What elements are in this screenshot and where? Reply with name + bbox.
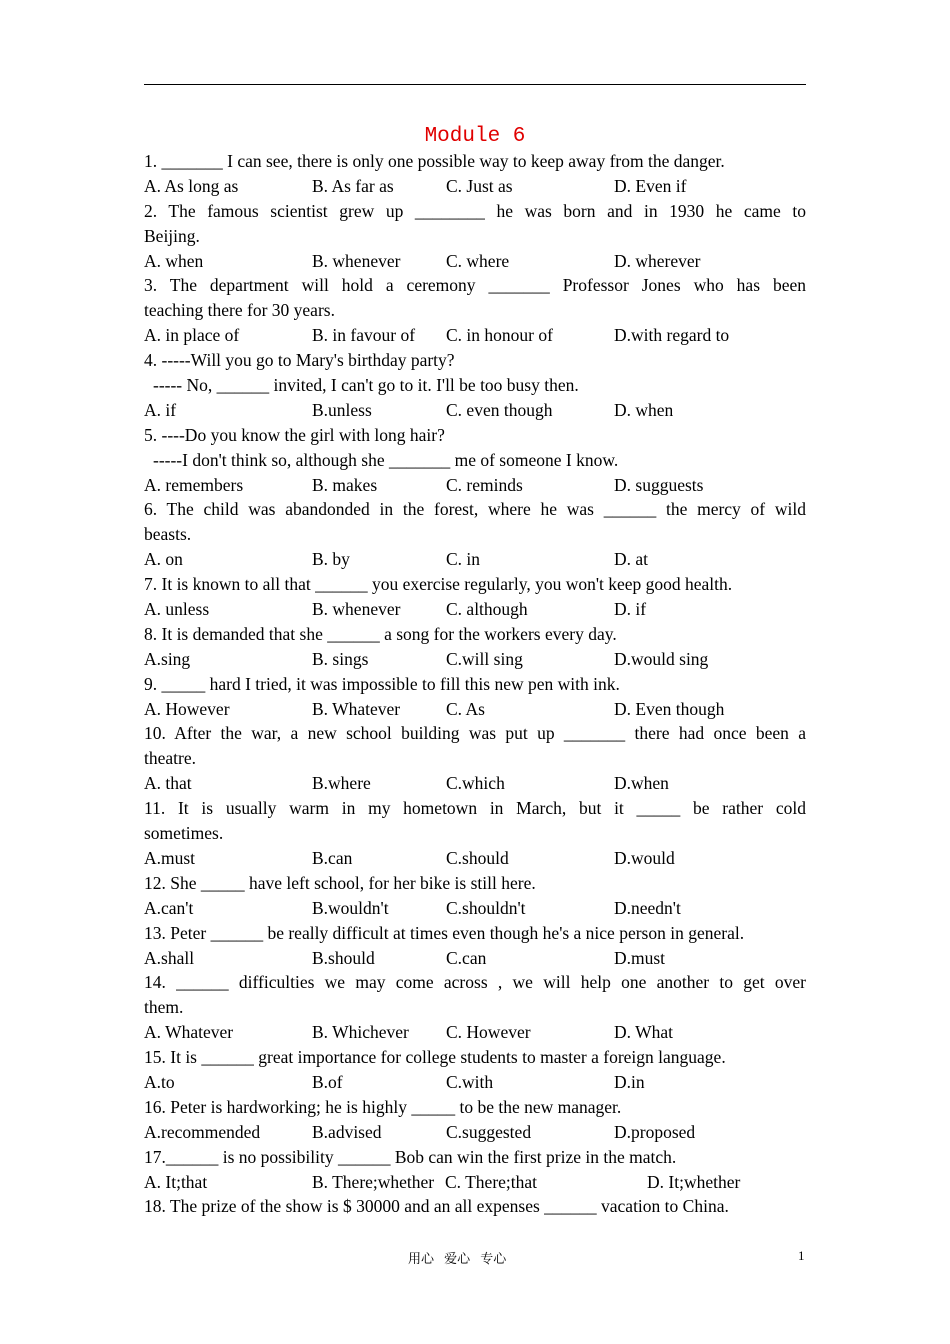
question-text: 2. The famous scientist grew up ________ he was born and in 1930 he came to <box>144 200 806 221</box>
option-c: C. where <box>446 250 510 271</box>
answer-options <box>144 323 806 348</box>
option-a: A. on <box>144 549 183 570</box>
option-d: D. It;whether <box>647 1171 741 1192</box>
answer-options <box>144 597 806 622</box>
option-d: D.must <box>614 947 666 968</box>
answer-options <box>144 846 806 871</box>
option-b: B.advised <box>312 1121 382 1142</box>
question-text: 15. It is ______ great importance for college students to master a foreign language. <box>144 1047 726 1068</box>
question-text: 7. It is known to all that ______ you exercise regularly, you won't keep good health. <box>144 574 733 595</box>
option-d: D.with regard to <box>614 325 730 346</box>
question-text: 4. -----Will you go to Mary's birthday party? <box>144 350 455 371</box>
question-text-continued: sometimes. <box>144 823 224 844</box>
option-a: A.recommended <box>144 1121 261 1142</box>
question-16 <box>144 1095 806 1145</box>
option-d: D. sugguests <box>614 474 704 495</box>
question-text: 8. It is demanded that she ______ a song for the workers every day. <box>144 623 617 644</box>
option-c: C.will sing <box>446 648 523 669</box>
option-d: D.proposed <box>614 1121 696 1142</box>
option-c: C. although <box>446 599 528 620</box>
answer-options <box>144 174 806 199</box>
question-15 <box>144 1045 806 1095</box>
option-b: B.where <box>312 773 371 794</box>
option-d: D. Even if <box>614 175 687 196</box>
answer-options <box>144 771 806 796</box>
option-a: A. However <box>144 698 230 719</box>
question-text: 17.______ is no possibility ______ Bob can win the first prize in the match. <box>144 1146 677 1167</box>
question-text-continued: theatre. <box>144 748 196 769</box>
option-d: D.when <box>614 773 669 794</box>
question-text-continued: teaching there for 30 years. <box>144 300 335 321</box>
question-text: 9. _____ hard I tried, it was impossible to fill this new pen with ink. <box>144 673 620 694</box>
option-a: A.sing <box>144 648 191 669</box>
option-b: B. whenever <box>312 250 401 271</box>
option-d: D. when <box>614 399 674 420</box>
option-d: D. at <box>614 549 649 570</box>
question-13 <box>144 921 806 971</box>
question-3 <box>144 273 806 348</box>
answer-options <box>144 647 806 672</box>
option-c: C.suggested <box>446 1121 532 1142</box>
option-c: C.can <box>446 947 487 968</box>
question-text: 16. Peter is hardworking; he is highly _____ to be the new manager. <box>144 1096 622 1117</box>
option-c: C. even though <box>446 399 553 420</box>
option-a: A.can't <box>144 897 194 918</box>
header-rule <box>144 84 806 85</box>
answer-options <box>144 1070 806 1095</box>
answer-options <box>144 1120 806 1145</box>
question-17 <box>144 1145 806 1195</box>
answer-options <box>144 896 806 921</box>
question-text: 13. Peter ______ be really difficult at times even though he's a nice person in general. <box>144 922 745 943</box>
option-a: A. It;that <box>144 1171 208 1192</box>
option-b: B.unless <box>312 399 372 420</box>
option-a: A.to <box>144 1071 175 1092</box>
dialogue-reply: ----- No, ______ invited, I can't go to it. I'll be too busy then. <box>153 375 579 396</box>
page-number: 1 <box>798 1248 805 1263</box>
question-7 <box>144 572 806 622</box>
question-text: 14. ______ difficulties we may come across , we will help one another to get over <box>144 972 806 993</box>
option-a: A. Whatever <box>144 1022 234 1043</box>
question-10 <box>144 721 806 796</box>
question-text: 3. The department will hold a ceremony _______ Professor Jones who has been <box>144 275 806 296</box>
question-text-continued: Beijing. <box>144 225 200 246</box>
option-c: C.shouldn't <box>446 897 526 918</box>
question-text: 12. She _____ have left school, for her bike is still here. <box>144 872 536 893</box>
answer-options <box>144 697 806 722</box>
option-b: B.should <box>312 947 375 968</box>
option-b: B. Whichever <box>312 1022 409 1043</box>
question-9 <box>144 672 806 722</box>
option-a: A. As long as <box>144 175 239 196</box>
option-b: B.can <box>312 847 353 868</box>
question-14 <box>144 970 806 1045</box>
option-a: A. when <box>144 250 204 271</box>
option-b: B. sings <box>312 648 369 669</box>
option-b: B.of <box>312 1071 343 1092</box>
option-a: A. that <box>144 773 192 794</box>
answer-options <box>144 1170 806 1195</box>
question-text-continued: beasts. <box>144 524 192 545</box>
question-text: 5. ----Do you know the girl with long hair? <box>144 424 445 445</box>
question-text: 1. _______ I can see, there is only one possible way to keep away from the danger. <box>144 151 725 171</box>
option-c: C. There;that <box>445 1171 538 1192</box>
option-a: A. unless <box>144 599 210 620</box>
question-text: 11. It is usually warm in my hometown in March, but it _____ be rather cold <box>144 798 806 819</box>
question-11 <box>144 796 806 871</box>
question-list <box>144 149 806 1219</box>
option-b: B. There;whether <box>312 1171 435 1192</box>
option-b: B. makes <box>312 474 378 495</box>
question-12 <box>144 871 806 921</box>
question-5 <box>144 423 806 498</box>
option-c: C.which <box>446 773 505 794</box>
option-d: D.would sing <box>614 648 709 669</box>
option-c: C. Just as <box>446 175 513 196</box>
option-a: A. in place of <box>144 325 240 346</box>
option-d: D. if <box>614 599 647 620</box>
option-d: D.would <box>614 847 675 868</box>
question-8 <box>144 622 806 672</box>
question-4 <box>144 348 806 423</box>
option-d: D. What <box>614 1022 673 1043</box>
option-a: A.shall <box>144 947 195 968</box>
option-d: D.in <box>614 1071 645 1092</box>
option-c: C. in honour of <box>446 325 553 346</box>
question-text: 10. After the war, a new school building was put up _______ there had once been a <box>144 723 806 744</box>
option-c: C. However <box>446 1022 531 1043</box>
option-d: D.needn't <box>614 897 681 918</box>
option-b: B. Whatever <box>312 698 401 719</box>
answer-options <box>144 473 806 498</box>
answer-options <box>144 547 806 572</box>
question-text: 18. The prize of the show is $ 30000 and an all expenses ______ vacation to China. <box>144 1196 729 1217</box>
option-a: A. if <box>144 399 177 420</box>
question-6 <box>144 497 806 572</box>
option-a: A.must <box>144 847 196 868</box>
option-b: B. in favour of <box>312 325 416 346</box>
answer-options <box>144 249 806 274</box>
option-c: C. As <box>446 698 485 719</box>
option-b: B. As far as <box>312 175 394 196</box>
option-c: C. reminds <box>446 474 523 495</box>
option-b: B.wouldn't <box>312 897 389 918</box>
option-c: C. in <box>446 549 481 570</box>
question-text-continued: them. <box>144 997 184 1018</box>
option-a: A. remembers <box>144 474 244 495</box>
page-title: Module 6 <box>424 125 526 148</box>
option-b: B. by <box>312 549 350 570</box>
option-c: C.with <box>446 1071 494 1092</box>
option-c: C.should <box>446 847 509 868</box>
option-d: D. wherever <box>614 250 701 271</box>
option-b: B. whenever <box>312 599 401 620</box>
question-18 <box>144 1194 806 1219</box>
question-1 <box>144 149 806 199</box>
answer-options <box>144 1020 806 1045</box>
question-text: 6. The child was abandonded in the forest, where he was ______ the mercy of wild <box>144 499 806 520</box>
question-2 <box>144 199 806 274</box>
dialogue-reply: -----I don't think so, although she _______ me of someone I know. <box>153 449 619 470</box>
answer-options <box>144 946 806 971</box>
option-d: D. Even though <box>614 698 725 719</box>
answer-options <box>144 398 806 423</box>
footer-motto: 用心 爱心 专心 <box>408 1252 507 1267</box>
